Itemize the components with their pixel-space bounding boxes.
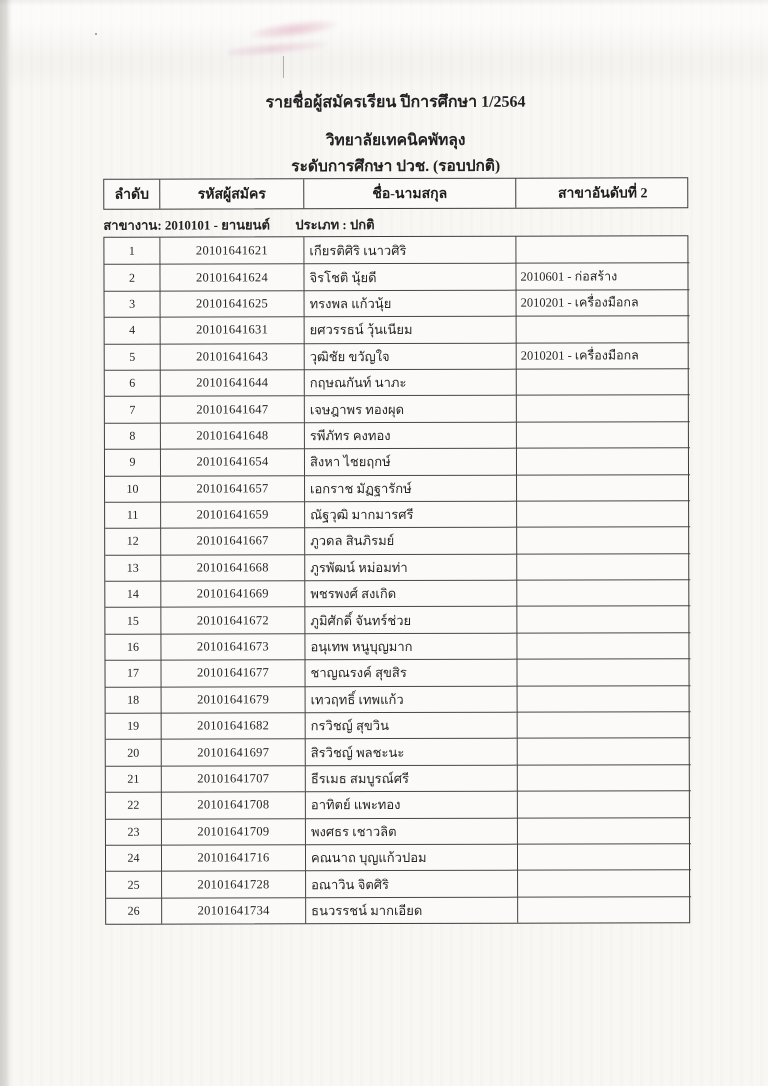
second-choice-branch bbox=[516, 658, 690, 685]
applicant-name: เอกราช มัฏฐารักษ์ bbox=[304, 474, 516, 501]
applicant-name: สิงหา ไชยฤกษ์ bbox=[304, 448, 516, 475]
applicant-code: 20101641648 bbox=[160, 422, 304, 449]
row-number: 10 bbox=[105, 475, 160, 502]
second-choice-branch bbox=[517, 817, 691, 844]
row-number: 23 bbox=[106, 818, 161, 845]
applicant-code: 20101641644 bbox=[160, 369, 304, 396]
applicant-code: 20101641625 bbox=[160, 290, 304, 317]
scan-artifact-line bbox=[283, 56, 284, 78]
applicant-name: ชาญณรงค์ สุขสิร bbox=[304, 659, 516, 686]
document-content bbox=[103, 89, 688, 919]
row-number: 18 bbox=[106, 686, 161, 713]
row-number: 19 bbox=[106, 713, 161, 740]
applicant-code: 20101641654 bbox=[160, 448, 304, 475]
row-number: 11 bbox=[105, 502, 160, 529]
applicant-table bbox=[103, 235, 690, 925]
second-choice-branch bbox=[516, 421, 690, 448]
pink-ink-smudge bbox=[228, 39, 329, 59]
pink-ink-smudge bbox=[249, 17, 338, 43]
row-number: 26 bbox=[106, 897, 161, 924]
applicant-name: กฤษณกันท์ นาภะ bbox=[304, 369, 516, 396]
applicant-code: 20101641621 bbox=[159, 237, 303, 264]
row-number: 21 bbox=[106, 765, 161, 792]
applicant-name: ณัฐวุฒิ มากมารศรี bbox=[304, 501, 516, 528]
applicant-code: 20101641716 bbox=[161, 844, 305, 871]
second-choice-branch bbox=[516, 315, 690, 342]
header-applicant-code: รหัสผู้สมัคร bbox=[159, 179, 303, 208]
row-number: 2 bbox=[104, 264, 159, 291]
applicant-code: 20101641624 bbox=[159, 264, 303, 291]
second-choice-branch bbox=[515, 236, 689, 263]
applicant-code: 20101641668 bbox=[160, 554, 304, 581]
applicant-name: อณาวิน จิตศิริ bbox=[305, 870, 517, 897]
row-number: 4 bbox=[105, 317, 160, 344]
row-number: 9 bbox=[105, 449, 160, 476]
applicant-code: 20101641697 bbox=[161, 739, 305, 766]
second-choice-branch bbox=[517, 843, 691, 870]
applicant-name: เจษฎาพร ทองผุด bbox=[304, 395, 516, 422]
applicant-name: วุฒิชัย ขวัญใจ bbox=[304, 342, 516, 369]
row-number: 13 bbox=[105, 554, 160, 581]
applicant-code: 20101641657 bbox=[160, 475, 304, 502]
second-choice-branch bbox=[516, 474, 690, 501]
second-choice-branch: 2010201 - เครื่องมือกล bbox=[516, 289, 690, 316]
applicant-name: ธีรเมธ สมบูรณ์ศรี bbox=[305, 764, 517, 791]
applicant-name: พงศธร เชาวลิต bbox=[305, 817, 517, 844]
header-sequence: ลำดับ bbox=[114, 187, 149, 203]
second-choice-branch bbox=[517, 711, 691, 738]
applicant-code: 20101641709 bbox=[161, 818, 305, 845]
applicant-code: 20101641707 bbox=[161, 765, 305, 792]
row-number: 24 bbox=[106, 845, 161, 872]
applicant-code: 20101641659 bbox=[160, 501, 304, 528]
second-choice-branch bbox=[516, 579, 690, 606]
applicant-name: อาทิตย์ แพะทอง bbox=[305, 791, 517, 818]
row-number: 1 bbox=[128, 243, 135, 258]
applicant-code: 20101641673 bbox=[160, 633, 304, 660]
row-number: 17 bbox=[105, 660, 160, 687]
second-choice-branch: 2010601 - ก่อสร้าง bbox=[515, 263, 689, 290]
row-number: 5 bbox=[105, 343, 160, 370]
row-number: 22 bbox=[106, 792, 161, 819]
row-number: 12 bbox=[105, 528, 160, 555]
applicant-name: จิรโชติ นุ้ยดี bbox=[303, 263, 515, 290]
second-choice-branch bbox=[516, 395, 690, 422]
second-choice-branch bbox=[517, 790, 691, 817]
second-choice-branch bbox=[516, 527, 690, 554]
applicant-name: เกียรติศิริ เนาวศิริ bbox=[303, 237, 515, 264]
branch-field-label: สาขางาน: 2010101 - ยานยนต์ bbox=[103, 217, 270, 233]
applicant-code: 20101641647 bbox=[160, 396, 304, 423]
applicant-code: 20101641669 bbox=[160, 580, 304, 607]
table-header-row bbox=[103, 177, 688, 210]
header-second-choice: สาขาอันดับที่ 2 bbox=[515, 178, 689, 207]
applicant-code: 20101641667 bbox=[160, 528, 304, 555]
row-number: 7 bbox=[105, 396, 160, 423]
second-choice-branch bbox=[517, 738, 691, 765]
document-title: รายชื่อผู้สมัครเรียน ปีการศึกษา 1/2564 bbox=[265, 93, 526, 112]
second-choice-branch bbox=[517, 764, 691, 791]
row-number: 14 bbox=[105, 581, 160, 608]
scanner-edge-left bbox=[0, 0, 12, 1086]
applicant-code: 20101641672 bbox=[160, 607, 304, 634]
row-number: 8 bbox=[105, 422, 160, 449]
applicant-code: 20101641682 bbox=[161, 712, 305, 739]
row-number: 6 bbox=[105, 370, 160, 397]
second-choice-branch bbox=[516, 632, 690, 659]
applicant-name: กรวิชญ์ สุขวิน bbox=[305, 712, 517, 739]
row-number: 3 bbox=[105, 290, 160, 317]
second-choice-branch bbox=[516, 368, 690, 395]
second-choice-branch bbox=[517, 685, 691, 712]
applicant-name: สิรวิชญ์ พลชะนะ bbox=[305, 738, 517, 765]
row-number: 25 bbox=[106, 871, 161, 898]
applicant-code: 20101641734 bbox=[161, 897, 305, 924]
applicant-code: 20101641643 bbox=[160, 343, 304, 370]
applicant-name: พชรพงศ์ สงเกิด bbox=[304, 580, 516, 607]
applicant-code: 20101641708 bbox=[161, 791, 305, 818]
applicant-name: ธนวรรชน์ มากเอียด bbox=[305, 896, 517, 923]
second-choice-branch bbox=[517, 896, 691, 923]
second-choice-branch bbox=[516, 606, 690, 633]
second-choice-branch bbox=[516, 500, 690, 527]
row-number: 16 bbox=[105, 633, 160, 660]
scan-speck bbox=[95, 33, 97, 35]
applicant-name: ทรงพล แก้วนุ้ย bbox=[304, 289, 516, 316]
institution-name: วิทยาลัยเทคนิคพัทลุง bbox=[325, 131, 466, 150]
second-choice-branch bbox=[516, 553, 690, 580]
applicant-code: 20101641677 bbox=[160, 659, 304, 686]
applicant-name: เทวฤทธิ์ เทพแก้ว bbox=[305, 685, 517, 712]
applicant-code: 20101641679 bbox=[161, 686, 305, 713]
second-choice-branch bbox=[517, 870, 691, 897]
scanner-edge-top bbox=[0, 0, 768, 6]
applicant-name: ภูวดล สินภิรมย์ bbox=[304, 527, 516, 554]
applicant-code: 20101641631 bbox=[160, 316, 304, 343]
applicant-code: 20101641728 bbox=[161, 871, 305, 898]
header-name-surname: ชื่อ-นามสกุล bbox=[303, 179, 515, 209]
applicant-name: ภูรพัฒน์ หม่อมท่า bbox=[304, 553, 516, 580]
second-choice-branch bbox=[516, 447, 690, 474]
applicant-name: คณนาถ บุญแก้วปอม bbox=[305, 844, 517, 871]
row-number: 15 bbox=[105, 607, 160, 634]
applicant-name: อนุเทพ หนูบุญมาก bbox=[304, 633, 516, 660]
applicant-name: ภูมิศักดิ์ จันทร์ช่วย bbox=[304, 606, 516, 633]
row-number: 20 bbox=[106, 739, 161, 766]
education-level: ระดับการศึกษา ปวช. (รอบปกติ) bbox=[291, 157, 501, 176]
applicant-name: ยศวรรธน์ วุ้นเนียม bbox=[304, 316, 516, 343]
type-label: ประเภท : ปกติ bbox=[295, 217, 375, 233]
second-choice-branch: 2010201 - เครื่องมือกล bbox=[516, 342, 690, 369]
section-info bbox=[103, 213, 688, 235]
applicant-name: รพีภัทร คงทอง bbox=[304, 421, 516, 448]
